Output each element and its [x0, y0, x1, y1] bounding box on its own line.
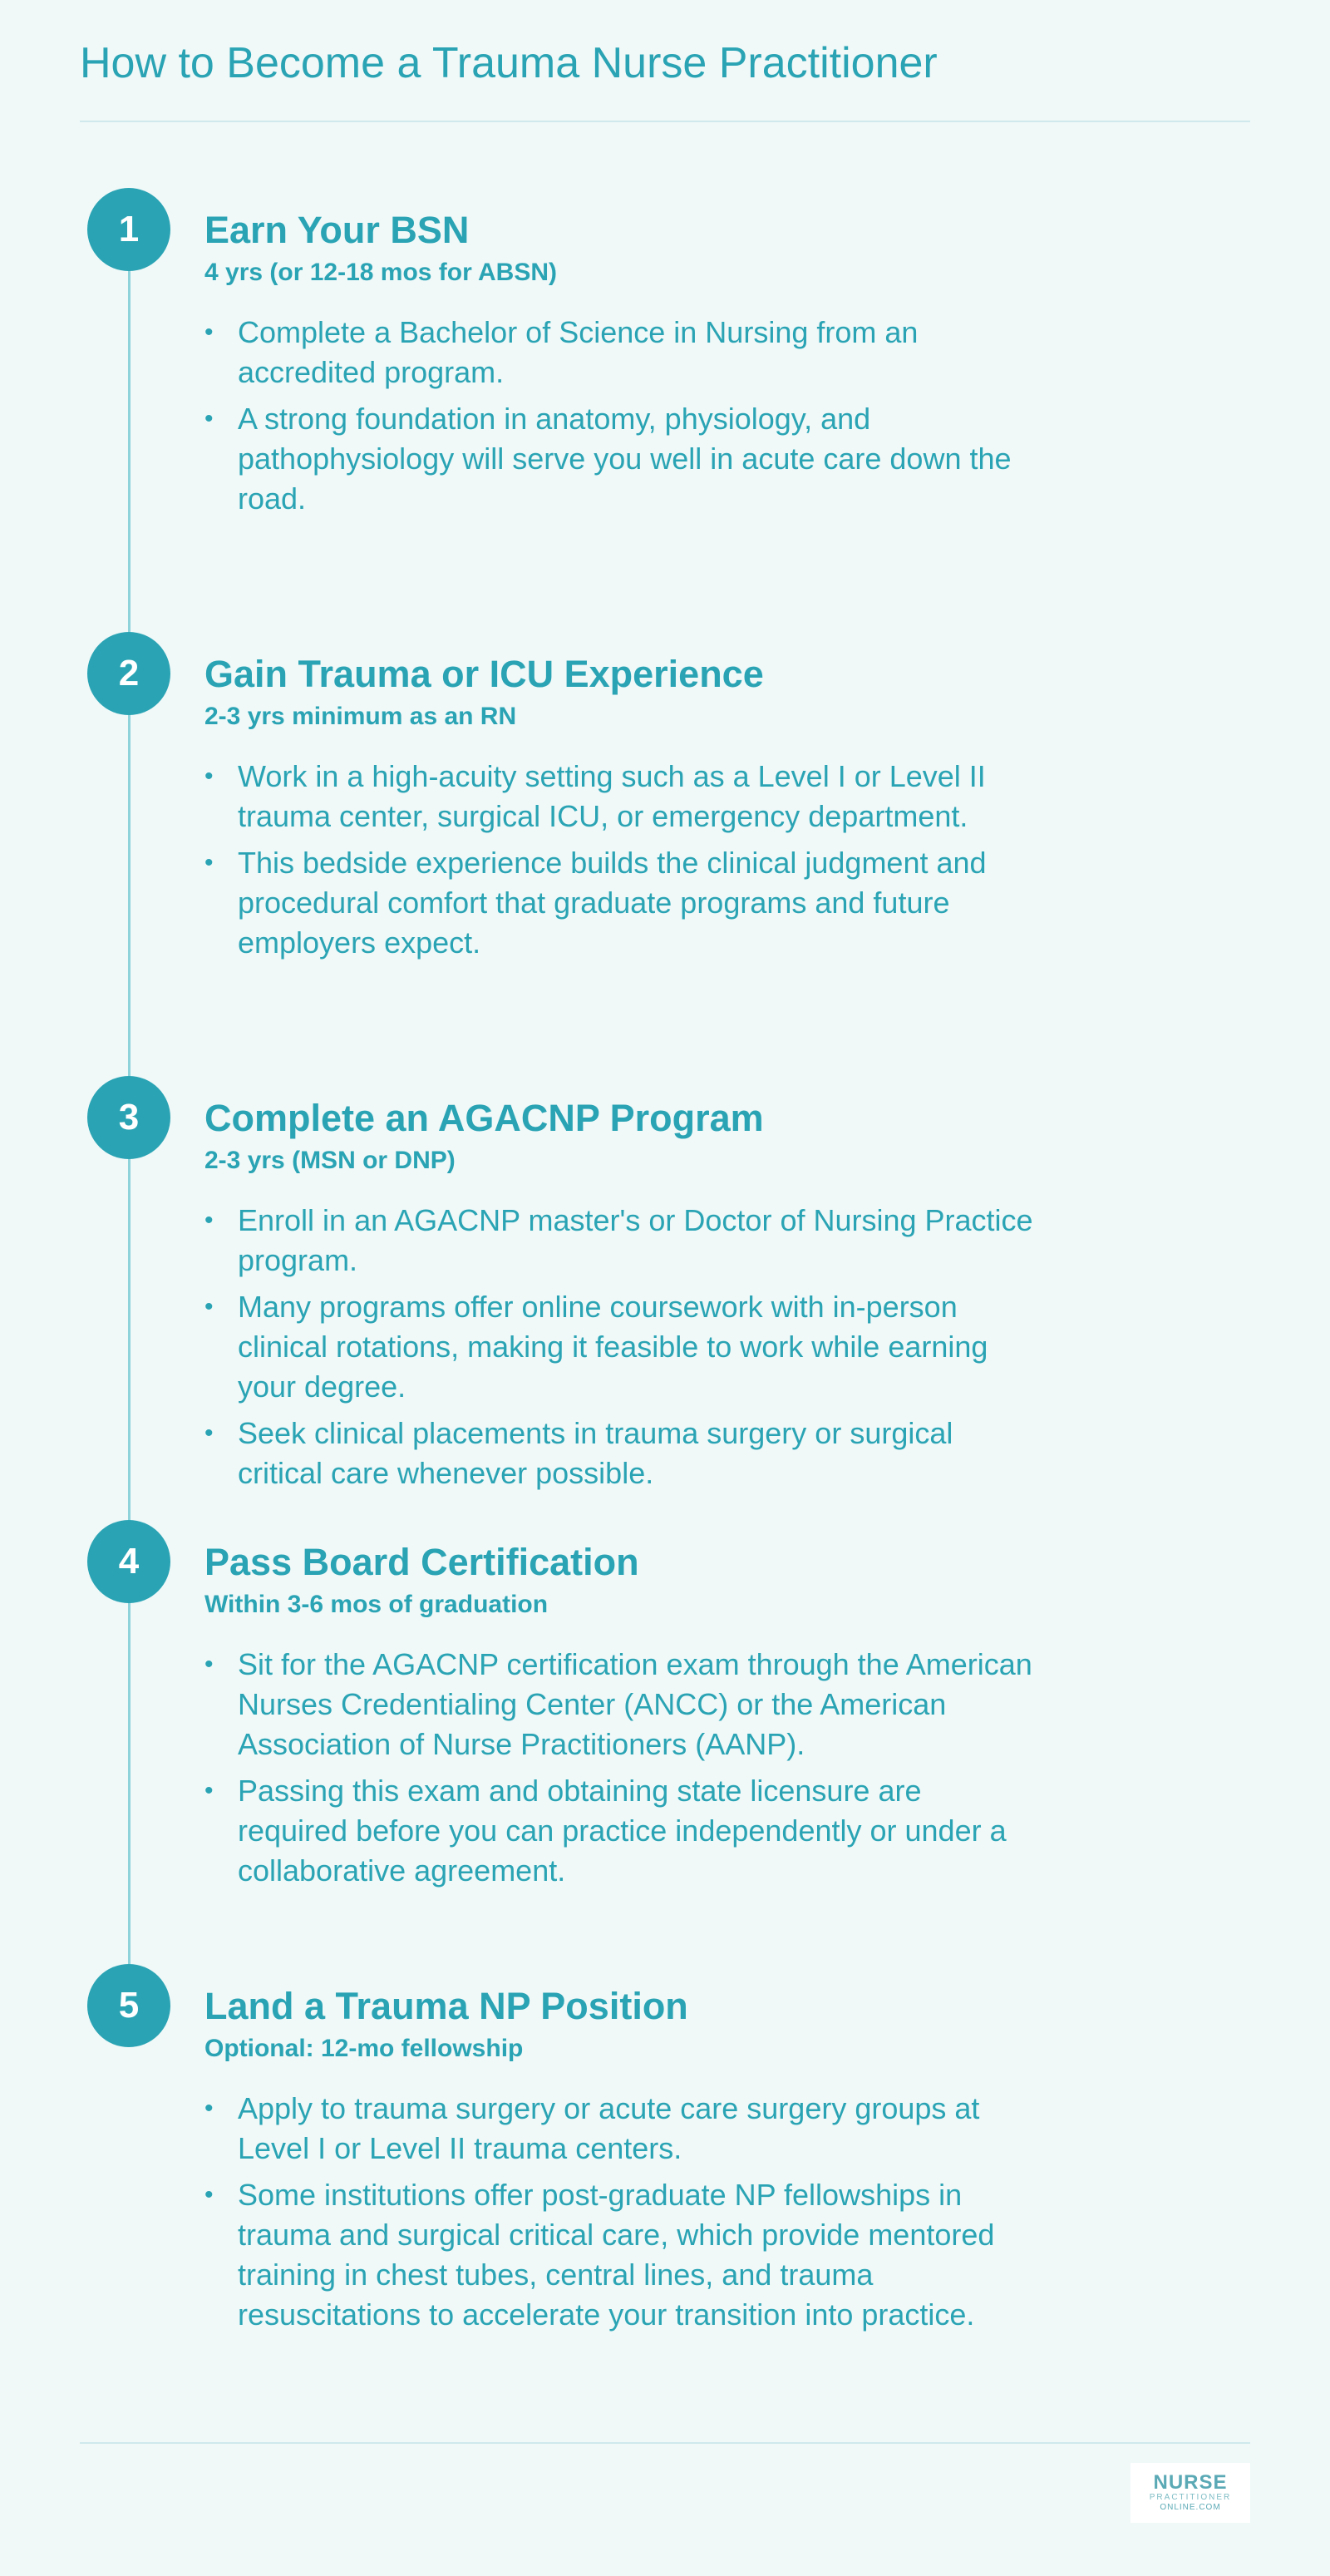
logo-url: ONLINE.COM	[1160, 2503, 1221, 2512]
step-bullet: • Seek clinical placements in trauma surgery or surgical critical care whenever possible.	[204, 1414, 1036, 1493]
step-bullet-list	[204, 1645, 1036, 1891]
step-duration: 4 yrs (or 12-18 mos for ABSN)	[204, 259, 558, 286]
step-content	[204, 1984, 1036, 2342]
step-bullet: • Passing this exam and obtaining state licensure are required before you can practice independently or under a collaborative agreement.	[204, 1771, 1036, 1891]
step-number-badge: 5	[87, 1964, 170, 2047]
step-bullet: • Complete a Bachelor of Science in Nursing from an accredited program.	[204, 313, 1036, 392]
step-title: Earn Your BSN	[204, 209, 470, 251]
step-bullet-list	[204, 757, 1036, 963]
step-bullet: • Many programs offer online coursework with in-person clinical rotations, making it feasible to work while earning your degree.	[204, 1287, 1036, 1407]
step-title: Gain Trauma or ICU Experience	[204, 653, 764, 695]
step-number-badge: 2	[87, 632, 170, 715]
footer-divider	[80, 2442, 1250, 2444]
step-content	[204, 652, 1036, 970]
step-title: Pass Board Certification	[204, 1541, 639, 1583]
step-duration: 2-3 yrs (MSN or DNP)	[204, 1147, 456, 1174]
step-duration: Optional: 12-mo fellowship	[204, 2035, 524, 2062]
step-bullet: • Some institutions offer post-graduate NP fellowships in trauma and surgical critical care, which provide mentored training in chest tubes, central lines, and trauma resuscitations to accelerate your transition into practice.	[204, 2175, 1036, 2335]
step-title: Complete an AGACNP Program	[204, 1097, 764, 1139]
step-content	[204, 208, 1036, 526]
step-bullet: • This bedside experience builds the clinical judgment and procedural comfort that graduate programs and future employers expect.	[204, 843, 1036, 963]
step-duration: Within 3-6 mos of graduation	[204, 1591, 549, 1618]
logo-subtitle: PRACTITIONER	[1149, 2493, 1232, 2502]
step-content	[204, 1540, 1036, 1897]
nurse-practitioner-online-logo	[1130, 2463, 1250, 2523]
step-content	[204, 1096, 1036, 1500]
header-divider	[80, 121, 1250, 122]
logo-wordmark: NURSE	[1153, 2471, 1228, 2494]
step-title: Land a Trauma NP Position	[204, 1985, 688, 2027]
page-title: How to Become a Trauma Nurse Practitioner	[80, 39, 938, 87]
step-bullet: • Enroll in an AGACNP master's or Doctor of Nursing Practice program.	[204, 1201, 1036, 1281]
step-bullet-list	[204, 2089, 1036, 2335]
step-number-badge: 1	[87, 188, 170, 271]
step-bullet: • Apply to trauma surgery or acute care surgery groups at Level I or Level II trauma centers.	[204, 2089, 1036, 2169]
step-duration: 2-3 yrs minimum as an RN	[204, 703, 517, 730]
step-bullet-list	[204, 1201, 1036, 1493]
step-bullet: • A strong foundation in anatomy, physiology, and pathophysiology will serve you well in acute care down the road.	[204, 399, 1036, 519]
step-number-badge: 4	[87, 1520, 170, 1603]
step-bullet: • Sit for the AGACNP certification exam through the American Nurses Credentialing Center (ANCC) or the American Association of Nurse Practitioners (AANP).	[204, 1645, 1036, 1764]
step-number-badge: 3	[87, 1076, 170, 1159]
step-bullet-list	[204, 313, 1036, 519]
step-bullet: • Work in a high-acuity setting such as a Level I or Level II trauma center, surgical ICU, or emergency department.	[204, 757, 1036, 836]
